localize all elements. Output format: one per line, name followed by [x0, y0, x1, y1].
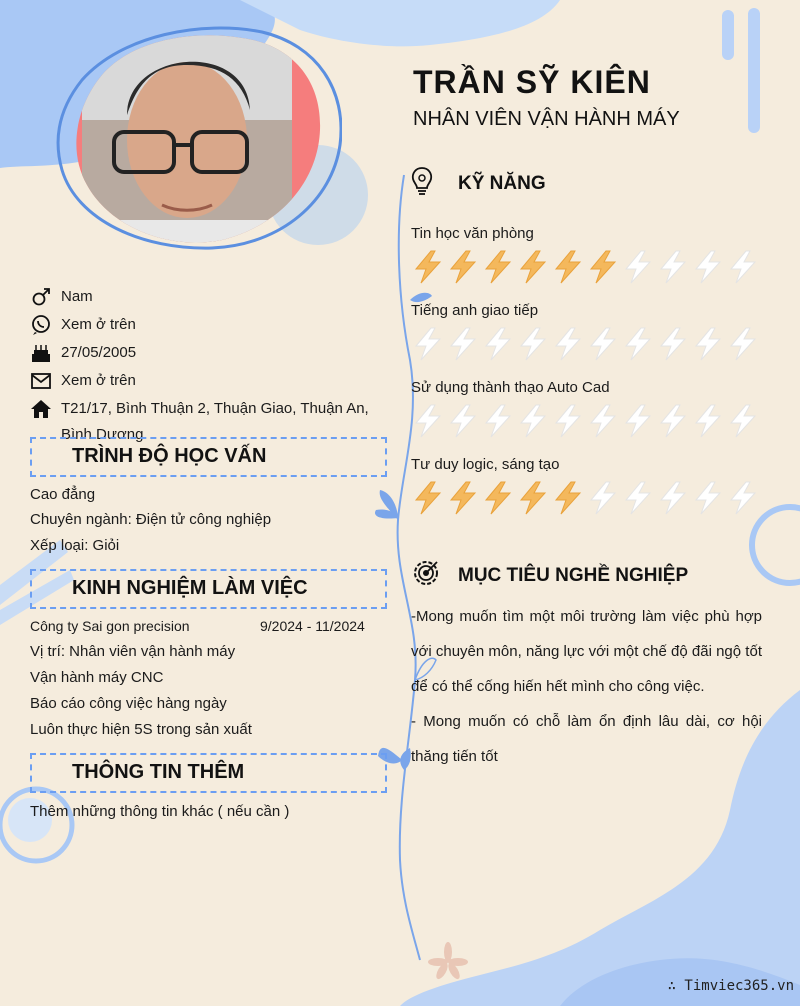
bolt-empty-icon [622, 481, 654, 515]
skill-name: Sử dụng thành thạo Auto Cad [411, 379, 610, 396]
whatsapp-icon [30, 314, 52, 336]
experience-line: Luôn thực hiện 5S trong sản xuất [30, 721, 252, 738]
bolt-filled-icon [552, 481, 584, 515]
info-text: Xem ở trên [61, 316, 136, 333]
bolt-filled-icon [552, 250, 584, 284]
gender-icon [30, 286, 52, 308]
bolt-filled-icon [447, 250, 479, 284]
bolt-empty-icon [552, 404, 584, 438]
bolt-empty-icon [692, 250, 724, 284]
bolt-empty-icon [727, 481, 759, 515]
bolt-empty-icon [727, 250, 759, 284]
bolt-empty-icon [517, 327, 549, 361]
bolt-filled-icon [447, 481, 479, 515]
experience-line: Vận hành máy CNC [30, 669, 164, 686]
bolt-empty-icon [412, 404, 444, 438]
bolt-filled-icon [412, 481, 444, 515]
brand-text: Timviec365.vn [684, 978, 794, 994]
education-line: Xếp loại: Giỏi [30, 537, 120, 554]
bolt-empty-icon [482, 404, 514, 438]
bolt-empty-icon [587, 404, 619, 438]
bolt-empty-icon [727, 327, 759, 361]
bolt-empty-icon [622, 404, 654, 438]
birthday-cake-icon [30, 342, 52, 364]
education-line: Cao đẳng [30, 486, 96, 503]
bolt-empty-icon [692, 404, 724, 438]
skill-rating [412, 481, 762, 515]
bolt-empty-icon [587, 481, 619, 515]
bolt-empty-icon [657, 327, 689, 361]
bolt-empty-icon [412, 327, 444, 361]
experience-period: 9/2024 - 11/2024 [260, 618, 365, 634]
extra-text: Thêm những thông tin khác ( nếu cần ) [30, 803, 290, 820]
objective-paragraph: -Mong muốn tìm một môi trường làm việc phù hợp với chuyên môn, năng lực với một chế độ đãi ngộ tốt để có thể cống hiến hết mình cho công việc. [411, 608, 762, 695]
bolt-empty-icon [517, 404, 549, 438]
target-gear-icon [411, 558, 441, 588]
info-text-line2: Bình Dương [61, 426, 144, 443]
home-icon [30, 398, 52, 420]
education-line: Chuyên ngành: Điện tử công nghiệp [30, 511, 272, 528]
skills-title: KỸ NĂNG [458, 173, 546, 194]
bolt-filled-icon [412, 250, 444, 284]
bolt-filled-icon [482, 250, 514, 284]
extra-title: THÔNG TIN THÊM [72, 761, 245, 783]
experience-line: Báo cáo công việc hàng ngày [30, 695, 227, 712]
bolt-empty-icon [447, 404, 479, 438]
info-text: T21/17, Bình Thuận 2, Thuận Giao, Thuận An, [61, 400, 369, 417]
objective-title: MỤC TIÊU NGHỀ NGHIỆP [458, 565, 689, 586]
bolt-empty-icon [552, 327, 584, 361]
brand-watermark: ∴ Timviec365.vn [667, 978, 794, 994]
candidate-name: TRẦN SỸ KIÊN [413, 64, 651, 100]
experience-company: Công ty Sai gon precision [30, 618, 190, 634]
bolt-empty-icon [482, 327, 514, 361]
objective-text [411, 599, 762, 774]
job-title: NHÂN VIÊN VẬN HÀNH MÁY [413, 108, 680, 130]
skill-rating [412, 250, 762, 284]
skill-name: Tư duy logic, sáng tạo [411, 456, 560, 473]
experience-line: Vị trí: Nhân viên vận hành máy [30, 643, 236, 660]
bolt-empty-icon [727, 404, 759, 438]
bolt-empty-icon [692, 327, 724, 361]
bolt-filled-icon [587, 250, 619, 284]
bolt-empty-icon [622, 327, 654, 361]
bolt-empty-icon [587, 327, 619, 361]
bolt-empty-icon [657, 250, 689, 284]
education-title: TRÌNH ĐỘ HỌC VẤN [72, 445, 267, 467]
bolt-empty-icon [657, 481, 689, 515]
envelope-icon [30, 370, 52, 392]
bolt-filled-icon [517, 250, 549, 284]
info-text: 27/05/2005 [61, 344, 137, 361]
info-text: Nam [61, 288, 93, 305]
experience-title: KINH NGHIỆM LÀM VIỆC [72, 577, 308, 599]
objective-paragraph: - Mong muốn có chỗ làm ổn định lâu dài, cơ hội thăng tiến tốt [411, 713, 762, 765]
bolt-empty-icon [657, 404, 689, 438]
skill-rating [412, 404, 762, 438]
skill-name: Tiếng anh giao tiếp [411, 302, 539, 319]
info-text: Xem ở trên [61, 372, 136, 389]
avatar [52, 20, 342, 250]
bolt-filled-icon [482, 481, 514, 515]
bolt-filled-icon [517, 481, 549, 515]
skill-name: Tin học văn phòng [411, 225, 534, 242]
bolt-empty-icon [692, 481, 724, 515]
bolt-empty-icon [622, 250, 654, 284]
skill-rating [412, 327, 762, 361]
lightbulb-icon [409, 166, 435, 196]
bolt-empty-icon [447, 327, 479, 361]
